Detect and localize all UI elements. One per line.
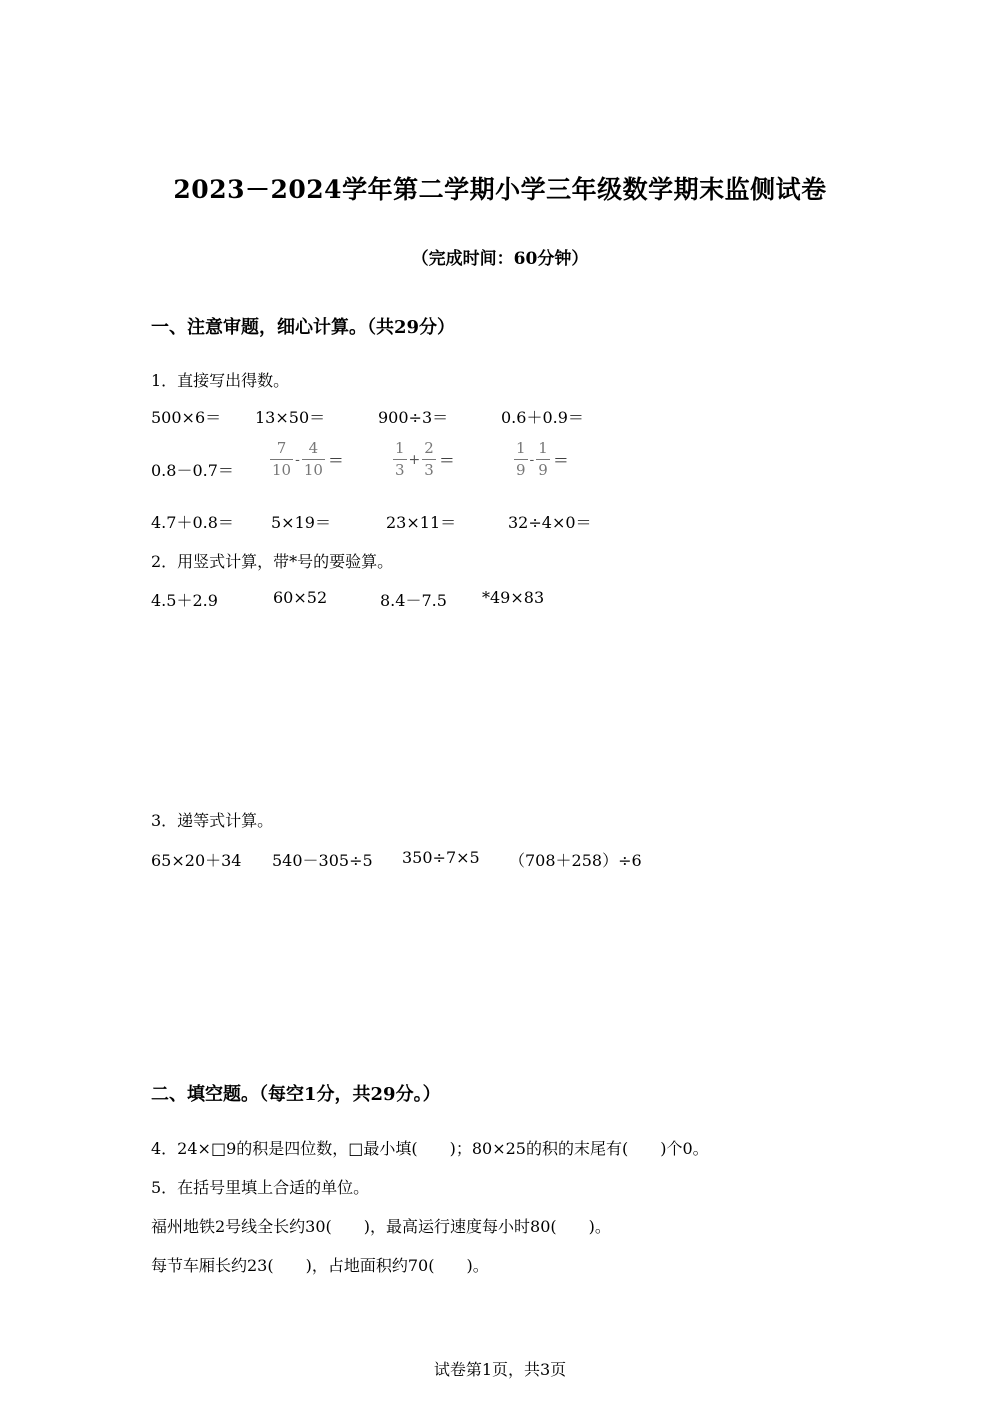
q1-row1-item-3: 900÷3＝	[378, 408, 449, 427]
section-2-heading: 二、填空题。（每空1分，共29分。）	[151, 1084, 441, 1105]
fraction: $\frac{1}{9}$	[538, 439, 548, 479]
q3-item-1: 65×20＋34	[151, 851, 242, 870]
fraction-expression-1: $\frac{7}{10}$ - $\frac{4}{10}$ ＝	[272, 439, 344, 479]
q3-item-4: （708＋258）÷6	[509, 851, 642, 870]
section-1-heading: 一、注意审题，细心计算。（共29分）	[151, 317, 456, 338]
fraction: $\frac{4}{10}$	[303, 439, 323, 479]
question-1-label: 1．直接写出得数。	[151, 371, 290, 390]
question-5-line-1: 福州地铁2号线全长约30( )，最高运行速度每小时80( )。	[151, 1217, 611, 1236]
q1-row2-item-1: 0.8－0.7＝	[151, 461, 234, 480]
question-4: 4．24×□9的积是四位数，□最小填( )；80×25的积的末尾有( )个0。	[151, 1139, 709, 1158]
q2-item-3: 8.4－7.5	[380, 591, 447, 610]
q3-item-3: 350÷7×5	[402, 848, 480, 867]
fraction: $\frac{1}{9}$	[516, 439, 526, 479]
exam-time-note: （完成时间：60分钟）	[411, 249, 589, 269]
q2-item-2: 60×52	[273, 588, 328, 607]
q1-row3-item-3: 23×11＝	[386, 513, 457, 532]
q2-item-4: *49×83	[482, 588, 545, 607]
question-3-label: 3．递等式计算。	[151, 811, 274, 830]
fraction: $\frac{2}{3}$	[424, 439, 434, 479]
q1-row1-item-1: 500×6＝	[151, 408, 222, 427]
q2-item-1: 4.5＋2.9	[151, 591, 218, 610]
question-5-line-2: 每节车厢长约23( )，占地面积约70( )。	[151, 1256, 489, 1275]
question-2-label: 2．用竖式计算，带*号的要验算。	[151, 552, 394, 571]
q3-item-2: 540－305÷5	[272, 851, 373, 870]
page-footer: 试卷第1页，共3页	[433, 1360, 567, 1379]
q1-row3-item-4: 32÷4×0＝	[508, 513, 592, 532]
q1-row1-item-2: 13×50＝	[255, 408, 326, 427]
fraction: $\frac{7}{10}$	[272, 439, 292, 479]
question-5-label: 5．在括号里填上合适的单位。	[151, 1178, 370, 1197]
q1-row3-item-2: 5×19＝	[271, 513, 331, 532]
exam-title: 2023－2024学年第二学期小学三年级数学期末监侧试卷	[173, 175, 827, 204]
fraction-expression-3: $\frac{1}{9}$ - $\frac{1}{9}$ ＝	[516, 439, 569, 479]
fraction-expression-2: $\frac{1}{3}$ + $\frac{2}{3}$ ＝	[395, 439, 455, 479]
fraction: $\frac{1}{3}$	[395, 439, 405, 479]
q1-row1-item-4: 0.6＋0.9＝	[501, 408, 584, 427]
q1-row3-item-1: 4.7＋0.8＝	[151, 513, 234, 532]
